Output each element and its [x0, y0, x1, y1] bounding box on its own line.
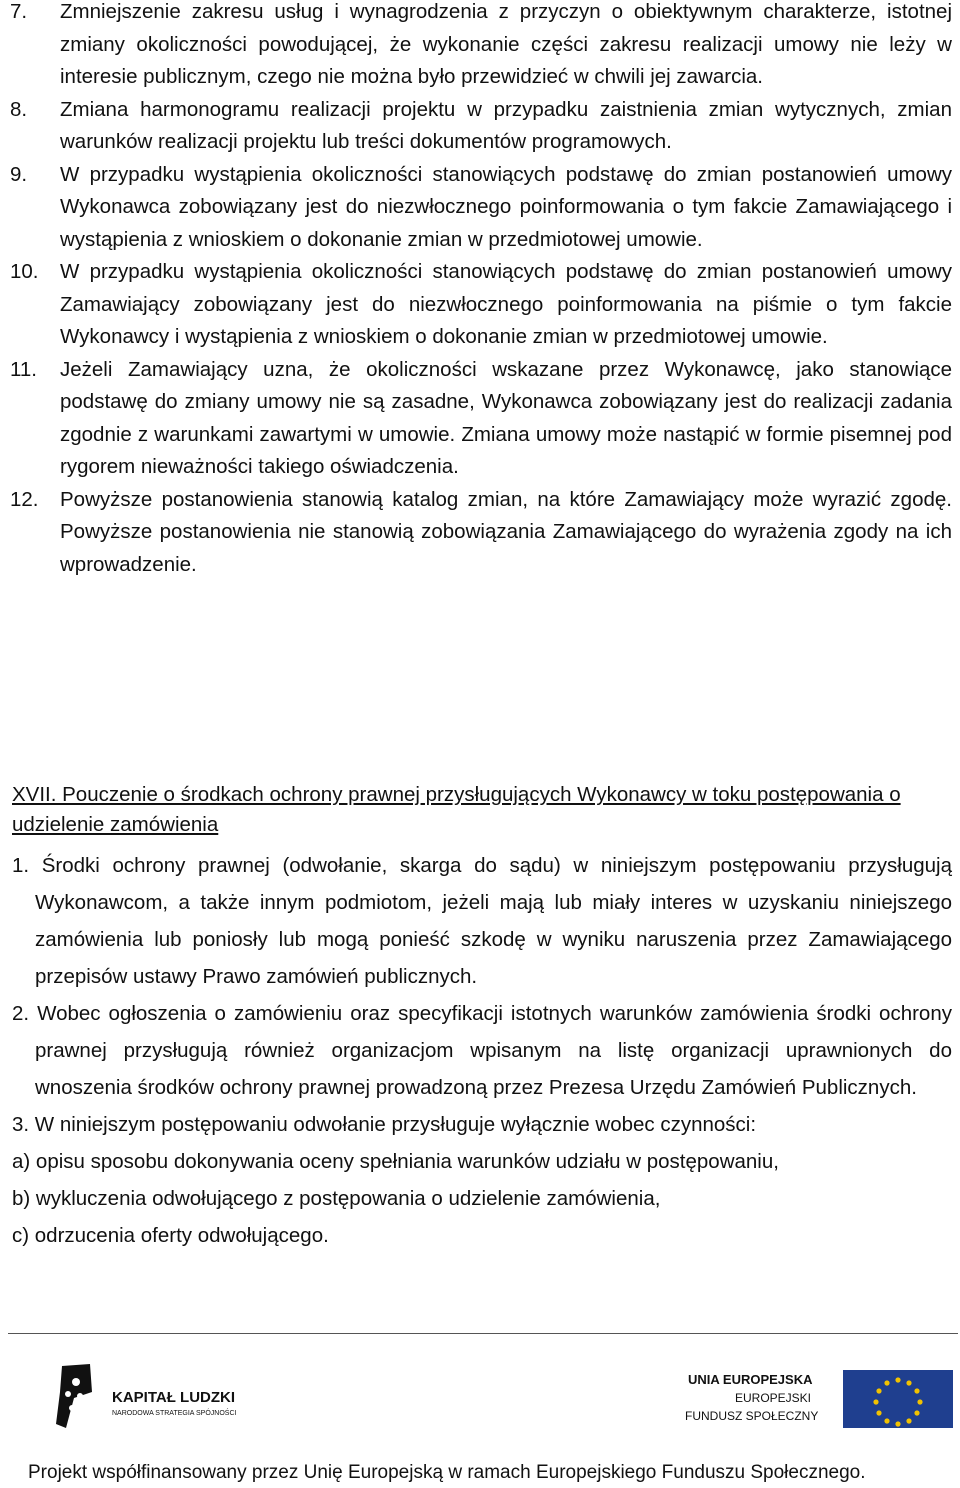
svg-text:UNIA EUROPEJSKA: UNIA EUROPEJSKA [688, 1372, 813, 1387]
list-item [10, 354, 952, 484]
section-heading: XVII. Pouczenie o środkach ochrony prawnej przysługujących Wykonawcy w toku postępowania o udzielenie zamówienia [12, 783, 901, 836]
list-item [10, 0, 952, 94]
item-text: W przypadku wystąpienia okoliczności stanowiących podstawę do zmian postanowień umowy Wykonawca zobowiązany jest do niezwłocznego poinformowania o tym fakcie Zamawiającego i wystąpienia z wnioskiem o dokonanie zmian w przedmiotowej umowie. [60, 162, 952, 251]
item-number: 7. [10, 0, 28, 23]
item-number: 10. [10, 260, 39, 283]
section-paragraph: 3. W niniejszym postępowaniu odwołanie przysługuje wyłącznie wobec czynności: [12, 1113, 757, 1136]
item-text: Zmniejszenie zakresu usług i wynagrodzenia z przyczyn o obiektywnym charakterze, istotnej zmiany okoliczności powodującej, że wykonanie części zakresu realizacji umowy nie leży w interesie publicznym, czego nie można było przewidzieć w chwili jej zawarcia. [60, 0, 952, 88]
kapital-ludzki-emblem-icon [54, 1362, 274, 1432]
list-item [10, 159, 952, 257]
list-item [10, 484, 952, 582]
section-body [12, 847, 952, 1254]
section-paragraph: 2. Wobec ogłoszenia o zamówieniu oraz specyfikacji istotnych warunków zamówienia środki ochrony prawnej przysługują również organizacjom wpisanym na listę organizacji uprawnionych do wnoszenia środków ochrony prawnej prowadzoną przez Prezesa Urzędu Zamówień Publicznych. [12, 1002, 952, 1099]
footer-divider [8, 1333, 958, 1334]
item-text: Powyższe postanowienia stanowią katalog zmian, na które Zamawiający może wyrazić zgodę. Powyższe postanowienia nie stanowią zobowiązania Zamawiającego do wyrażenia zgody na ich wprowadzenie. [60, 487, 952, 576]
svg-text:KAPITAŁ LUDZKI: KAPITAŁ LUDZKI [112, 1389, 236, 1406]
sub-item: b) wykluczenia odwołującego z postępowania o udzielenie zamówienia, [12, 1187, 661, 1210]
item-number: 12. [10, 487, 39, 511]
sub-item: c) odrzucenia oferty odwołującego. [12, 1224, 329, 1247]
section-paragraph: 1. Środki ochrony prawnej (odwołanie, skarga do sądu) w niniejszym postępowaniu przysługują Wykonawcom, a także innym podmiotom, jeżeli mają lub miały interes w uzyskaniu niniejszego zamówienia lub poniosły lub mogą ponieść szkodę w wyniku naruszenia przez Zamawiającego przepisów ustawy Prawo zamówień publicznych. [12, 854, 952, 988]
eu-logo [683, 1364, 955, 1434]
svg-text:NARODOWA STRATEGIA SPÓJNOŚCI: NARODOWA STRATEGIA SPÓJNOŚCI [112, 1410, 237, 1417]
eu-flag-icon [683, 1364, 955, 1434]
item-number: 8. [10, 97, 28, 121]
item-number: 9. [10, 162, 28, 186]
item-number: 11. [10, 357, 37, 381]
svg-text:EUROPEJSKI: EUROPEJSKI [735, 1391, 812, 1405]
list-item [10, 256, 952, 354]
footer-text: Projekt współfinansowany przez Unię Europejską w ramach Europejskiego Funduszu Społecznego. [28, 1462, 866, 1483]
sub-item: a) opisu sposobu dokonywania oceny spełniania warunków udziału w postępowaniu, [12, 1150, 779, 1173]
item-text: Zmiana harmonogramu realizacji projektu w przypadku zaistnienia zmian wytycznych, zmian warunków realizacji projektu lub treści dokumentów programowych. [60, 97, 952, 153]
kapital-ludzki-logo [54, 1362, 274, 1432]
numbered-list [10, 0, 952, 581]
svg-text:FUNDUSZ SPOŁECZNY: FUNDUSZ SPOŁECZNY [685, 1409, 819, 1423]
item-text: W przypadku wystąpienia okoliczności stanowiących podstawę do zmian postanowień umowy Zamawiający zobowiązany jest do niezwłocznego poinformowania na piśmie o tym fakcie Wykonawcy i wystąpienia z wnioskiem o dokonanie zmian w przedmiotowej umowie. [60, 260, 952, 348]
list-item [10, 94, 952, 159]
item-text: Jeżeli Zamawiający uzna, że okoliczności wskazane przez Wykonawcę, jako stanowiące podstawę do zmiany umowy nie są zasadne, Wykonawca zobowiązany jest do realizacji zadania zgodnie z warunkami zawartymi w umowie. Zmiana umowy może nastąpić w formie pisemnej pod rygorem nieważności takiego oświadczenia. [60, 357, 952, 478]
